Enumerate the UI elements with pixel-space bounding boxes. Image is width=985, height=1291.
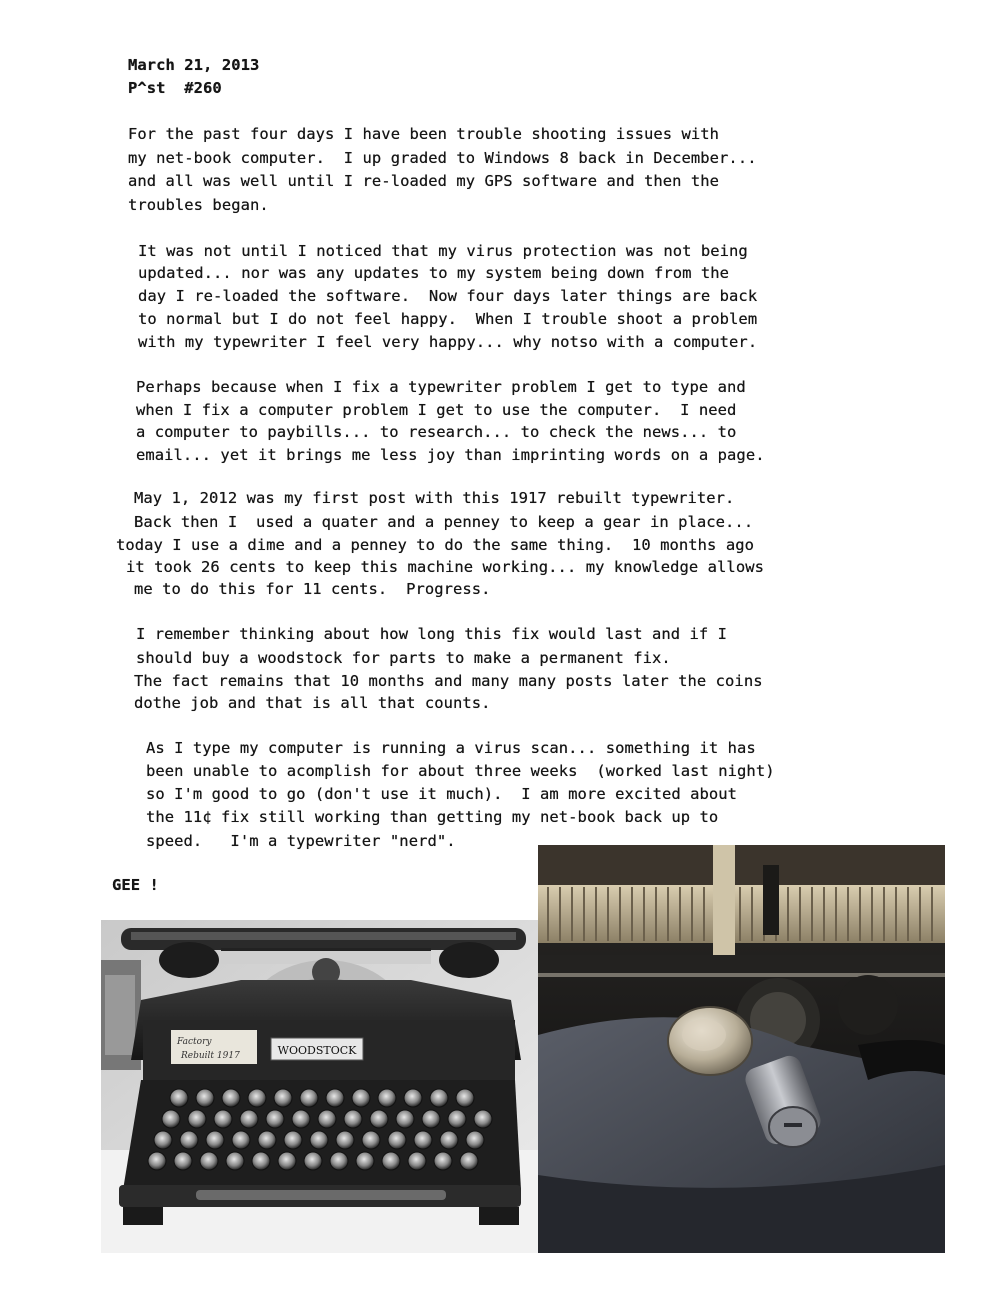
text-line: it took 26 cents to keep this machine working... my knowledge allows [126, 558, 764, 576]
text-line: troubles began. [128, 196, 269, 214]
text-line: May 1, 2012 was my first post with this 1917 rebuilt typewriter. [134, 489, 735, 507]
text-line: email... yet it brings me less joy than imprinting words on a page. [136, 446, 765, 464]
text-line: updated... nor was any updates to my system being down from the [138, 264, 730, 282]
text-line: a computer to paybills... to research... to check the news... to [136, 423, 737, 441]
text-line: when I fix a computer problem I get to use the computer. I need [136, 401, 737, 419]
text-line: As I type my computer is running a virus scan... something it has [146, 739, 756, 757]
post-date: March 21, 2013 [128, 56, 260, 74]
text-line: so I'm good to go (don't use it much). I am more excited about [146, 785, 738, 803]
text-line: me to do this for 11 cents. Progress. [134, 580, 491, 598]
text-line: Perhaps because when I fix a typewriter problem I get to type and [136, 378, 746, 396]
text-line: the 11¢ fix still working than getting my net-book back up to [146, 808, 719, 826]
text-line: I remember thinking about how long this fix would last and if I [136, 625, 728, 643]
text-line: dothe job and that is all that counts. [134, 694, 491, 712]
text-line: my net-book computer. I up graded to Windows 8 back in December... [128, 149, 757, 167]
typewriter-illustration [101, 920, 538, 1253]
typewriter-photo [101, 920, 538, 1253]
svg-text:Rebuilt 1917: Rebuilt 1917 [181, 1051, 240, 1061]
dime-fix-closeup-photo [538, 845, 945, 1253]
text-line: Back then I used a quater and a penney to keep a gear in place... [134, 513, 754, 531]
text-line: The fact remains that 10 months and many many posts later the coins [134, 672, 763, 690]
text-line: and all was well until I re-loaded my GPS software and then the [128, 172, 720, 190]
dime-coin [668, 1007, 752, 1075]
gear-closeup-illustration [538, 845, 945, 1253]
text-line: with my typewriter I feel very happy... why notso with a computer. [138, 333, 758, 351]
text-line: For the past four days I have been trouble shooting issues with [128, 125, 720, 143]
text-line: to normal but I do not feel happy. When I trouble shoot a problem [138, 310, 758, 328]
svg-text:Factory: Factory [177, 1037, 212, 1047]
text-line: been unable to acomplish for about three weeks (worked last night) [146, 762, 775, 780]
text-line: It was not until I noticed that my virus protection was not being [138, 242, 748, 260]
post-number: P^st #260 [128, 79, 222, 97]
woodstock-brand-plate: WOODSTOCK [277, 1044, 357, 1057]
text-line: speed. I'm a typewriter "nerd". [146, 832, 456, 850]
text-line: day I re-loaded the software. Now four days later things are back [138, 287, 758, 305]
signoff: GEE ! [112, 876, 159, 894]
text-line: should buy a woodstock for parts to make a permanent fix. [136, 649, 671, 667]
text-line: today I use a dime and a penney to do the same thing. 10 months ago [116, 536, 754, 554]
